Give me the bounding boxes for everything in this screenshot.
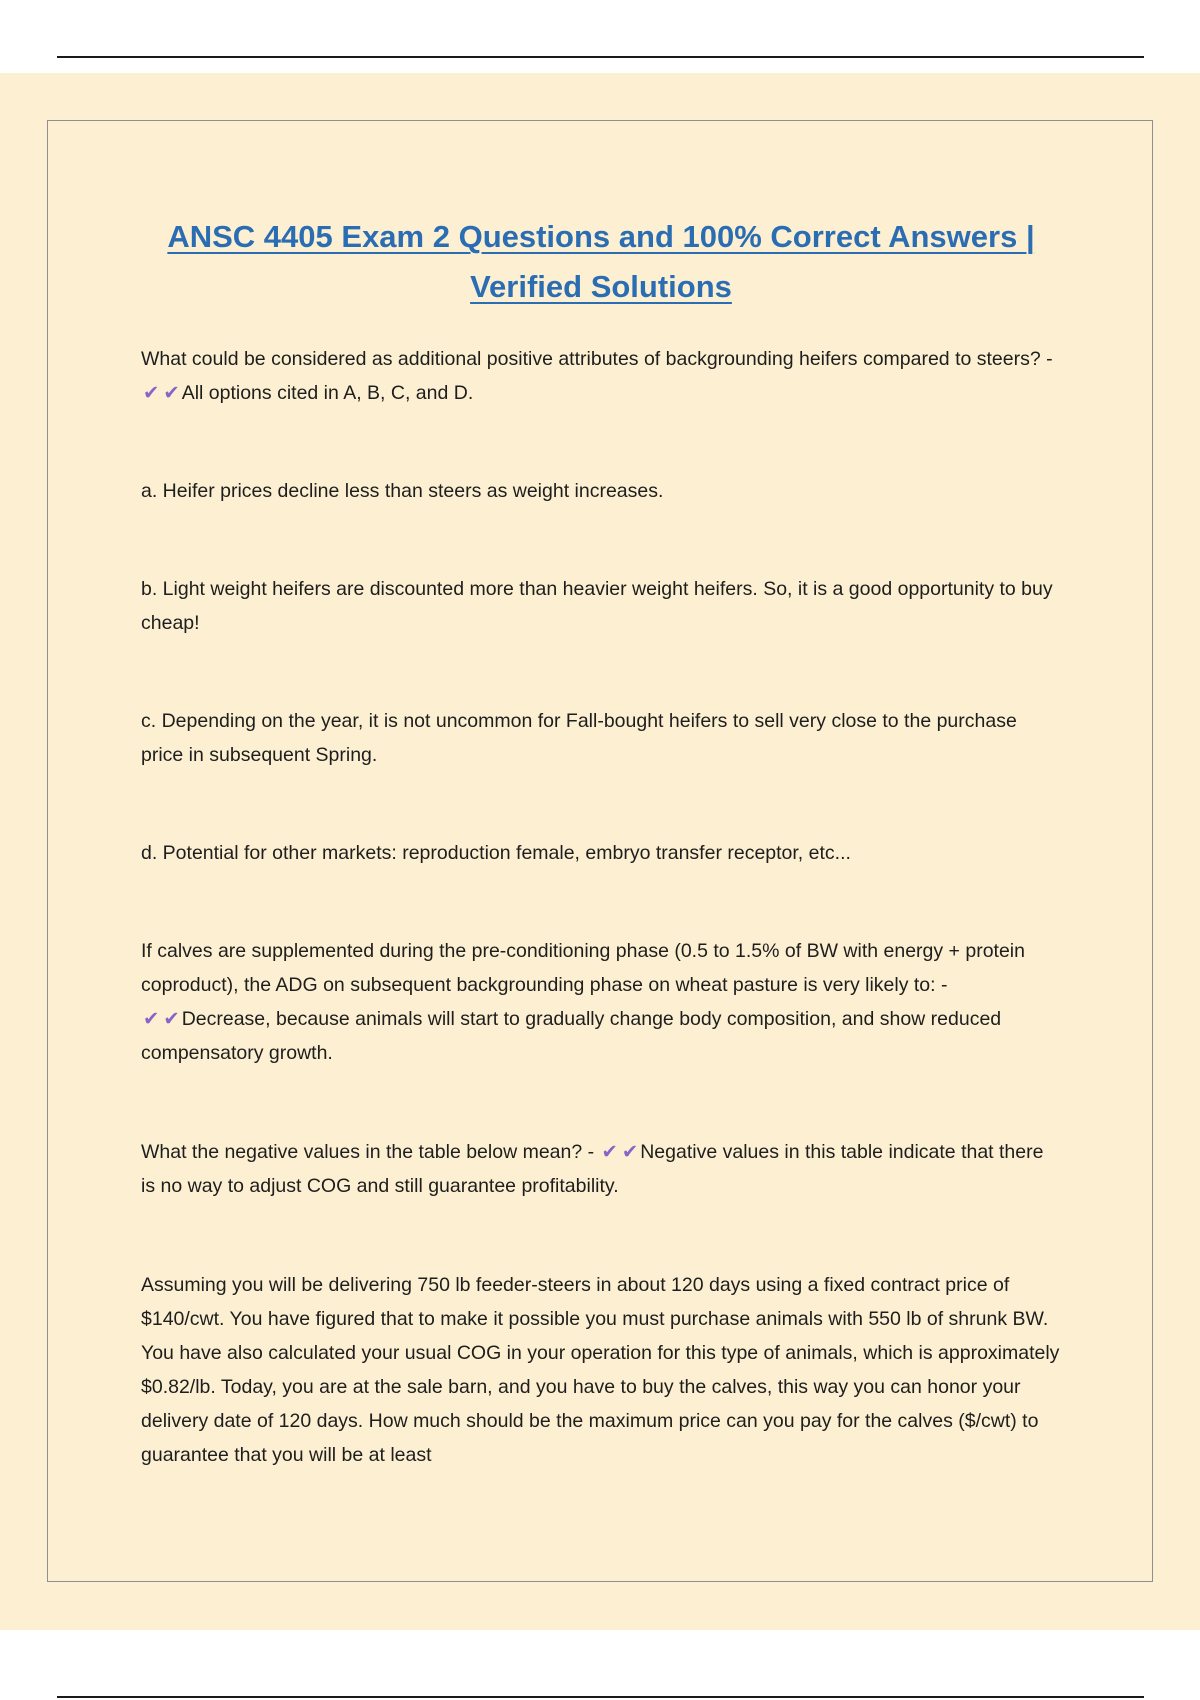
- check-icon: ✔: [601, 1141, 618, 1163]
- question-2-text: If calves are supplemented during the pre-conditioning phase (0.5 to 1.5% of BW with energy + protein coproduct), the ADG on subsequent backgrounding phase on wheat pasture is very likely to: -: [141, 940, 1025, 996]
- top-rule: [57, 56, 1144, 58]
- check-icon: ✔: [143, 382, 160, 404]
- check-icon: ✔: [163, 382, 180, 404]
- check-icon: ✔: [143, 1008, 160, 1030]
- title-line-1: ANSC 4405 Exam 2 Questions and 100% Correct Answers |: [167, 219, 1035, 254]
- bottom-rule: [57, 1696, 1144, 1698]
- check-icon: ✔: [163, 1008, 180, 1030]
- title-line-2: Verified Solutions: [470, 269, 732, 304]
- document-body: [141, 212, 1061, 1472]
- check-icon: ✔: [621, 1141, 639, 1163]
- question-1-answer: All options cited in A, B, C, and D.: [181, 382, 474, 404]
- question-1-text: What could be considered as additional positive attributes of backgrounding heifers compared to steers? -: [141, 348, 1053, 370]
- option-c: c. Depending on the year, it is not uncommon for Fall-bought heifers to sell very close to the purchase price in subsequent Spring.: [141, 710, 1017, 766]
- option-b: b. Light weight heifers are discounted more than heavier weight heifers. So, it is a good opportunity to buy cheap!: [141, 578, 1053, 634]
- option-a: a. Heifer prices decline less than steers as weight increases.: [141, 480, 664, 502]
- question-3-text: What the negative values in the table below mean? -: [141, 1141, 600, 1163]
- question-2-answer: Decrease, because animals will start to gradually change body composition, and show reduced compensatory growth.: [141, 1008, 1002, 1064]
- question-1: [141, 342, 1061, 410]
- question-3-answer: Negative values in this table indicate that there is no way to adjust COG and still guarantee profitability.: [141, 1141, 1044, 1197]
- question-2: [141, 934, 1061, 1070]
- document-title: [141, 212, 1061, 312]
- option-d: d. Potential for other markets: reproduction female, embryo transfer receptor, etc...: [141, 842, 851, 864]
- question-3: [141, 1135, 1061, 1203]
- question-4: Assuming you will be delivering 750 lb feeder-steers in about 120 days using a fixed contract price of $140/cwt. You have figured that to make it possible you must purchase animals with 550 lb of shrunk BW. You have also calculated your usual COG in your operation for this type of animals, which is approximately $0.82/lb. Today, you are at the sale barn, and you have to buy the calves, this way you can honor your delivery date of 120 days. How much should be the maximum price can you pay for the calves ($/cwt) to guarantee that you will be at least: [141, 1274, 1060, 1466]
